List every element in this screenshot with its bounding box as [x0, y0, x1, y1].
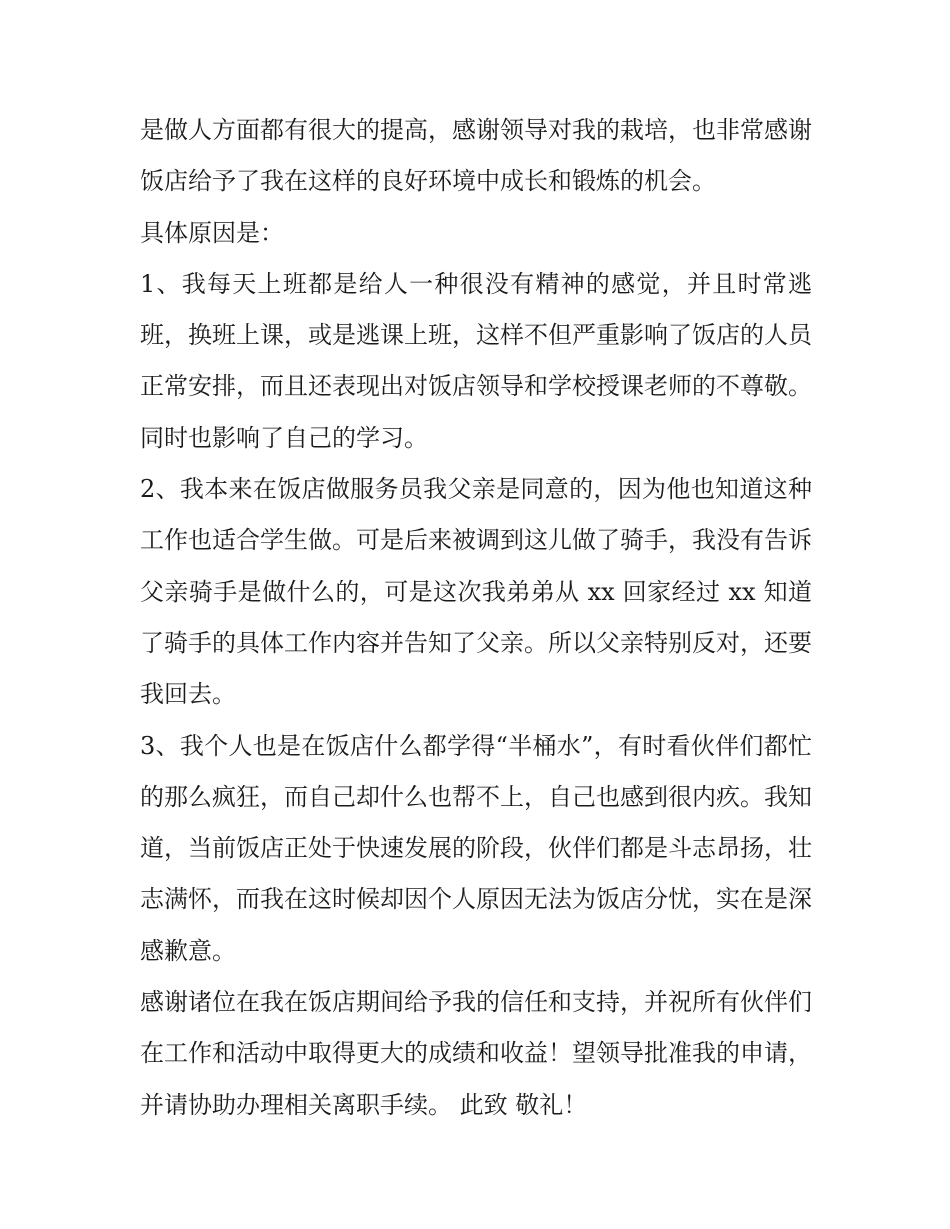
paragraph-reason-2: 2、我本来在饭店做服务员我父亲是同意的，因为他也知道这种工作也适合学生做。可是后来被调到这儿做了骑手，我没有告诉父亲骑手是做什么的，可是这次我弟弟从 xx 回家经过 xx 知道了骑手的具体工作内容并告知了父亲。所以父亲特别反对，还要我回去。 [140, 475, 812, 709]
paragraph-gratitude: 是做人方面都有很大的提高，感谢领导对我的栽培，也非常感谢饭店给予了我在这样的良好环境中成长和锻炼的机会。 [140, 116, 812, 196]
paragraph-reasons-heading: 具体原因是： [140, 218, 284, 247]
paragraph-reason-3: 3、我个人也是在饭店什么都学得“半桶水”，有时看伙伴们都忙的那么疯狂，而自己却什么也帮不上，自己也感到很内疚。我知道，当前饭店正处于快速发展的阶段，伙伴们都是斗志昂扬，壮志满怀，而我在这时候却因个人原因无法为饭店分忧，实在是深感歉意。 [140, 731, 812, 965]
paragraph-reason-1: 1、我每天上班都是给人一种很没有精神的感觉，并且时常逃班，换班上课，或是逃课上班，这样不但严重影响了饭店的人员正常安排，而且还表现出对饭店领导和学校授课老师的不尊敬。同时也影响了自己的学习。 [140, 269, 812, 452]
document-body [140, 105, 812, 1131]
paragraph-closing: 感谢诸位在我在饭店期间给予我的信任和支持，并祝所有伙伴们在工作和活动中取得更大的成绩和收益！望领导批准我的申请，并请协助办理相关离职手续。 此致 敬礼！ [140, 988, 812, 1119]
